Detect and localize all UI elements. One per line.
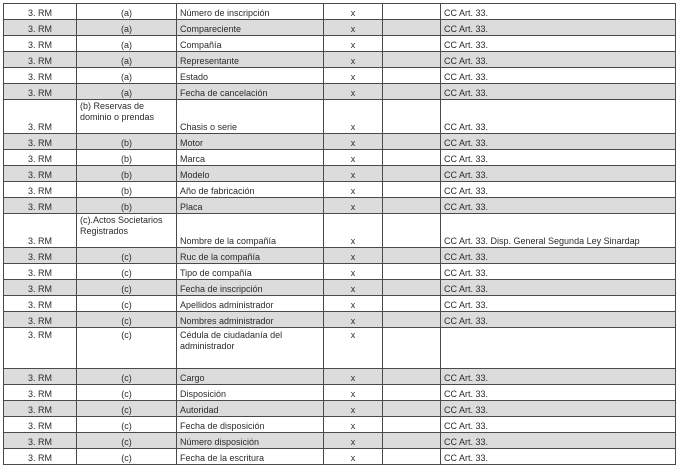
table-row bbox=[4, 214, 676, 248]
field-name-cell: Cargo bbox=[177, 369, 324, 385]
empty-cell bbox=[383, 280, 441, 296]
section-code-cell: 3. RM bbox=[4, 401, 77, 417]
section-code-cell: 3. RM bbox=[4, 150, 77, 166]
field-name-cell: Chasis o serie bbox=[177, 100, 324, 134]
mark-cell: x bbox=[324, 36, 383, 52]
table-row bbox=[4, 166, 676, 182]
empty-cell bbox=[383, 328, 441, 369]
legal-basis-cell: CC Art. 33. bbox=[441, 4, 676, 20]
empty-cell bbox=[383, 417, 441, 433]
mark-cell: x bbox=[324, 182, 383, 198]
category-cell: (a) bbox=[77, 68, 177, 84]
empty-cell bbox=[383, 449, 441, 465]
section-code-cell: 3. RM bbox=[4, 52, 77, 68]
legal-basis-cell: CC Art. 33. bbox=[441, 264, 676, 280]
document-page bbox=[3, 3, 676, 465]
legal-basis-cell: CC Art. 33. bbox=[441, 296, 676, 312]
category-cell: (b) bbox=[77, 182, 177, 198]
empty-cell bbox=[383, 248, 441, 264]
field-name-cell: Número de inscripción bbox=[177, 4, 324, 20]
section-code-cell: 3. RM bbox=[4, 36, 77, 52]
table-row bbox=[4, 417, 676, 433]
field-name-cell: Fecha de disposición bbox=[177, 417, 324, 433]
empty-cell bbox=[383, 369, 441, 385]
section-code-cell: 3. RM bbox=[4, 134, 77, 150]
mark-cell: x bbox=[324, 134, 383, 150]
field-name-cell: Disposición bbox=[177, 385, 324, 401]
category-cell: (c) bbox=[77, 312, 177, 328]
mark-cell: x bbox=[324, 280, 383, 296]
category-cell: (c) bbox=[77, 449, 177, 465]
field-name-cell: Placa bbox=[177, 198, 324, 214]
mark-cell: x bbox=[324, 401, 383, 417]
legal-basis-cell: CC Art. 33. bbox=[441, 68, 676, 84]
section-code-cell: 3. RM bbox=[4, 369, 77, 385]
section-code-cell: 3. RM bbox=[4, 182, 77, 198]
mark-cell: x bbox=[324, 417, 383, 433]
table-row bbox=[4, 134, 676, 150]
section-code-cell: 3. RM bbox=[4, 328, 77, 369]
field-name-cell: Número disposición bbox=[177, 433, 324, 449]
legal-basis-cell: CC Art. 33. bbox=[441, 166, 676, 182]
field-name-cell: Tipo de compañía bbox=[177, 264, 324, 280]
mark-cell: x bbox=[324, 4, 383, 20]
mark-cell: x bbox=[324, 328, 383, 369]
mark-cell: x bbox=[324, 150, 383, 166]
mark-cell: x bbox=[324, 198, 383, 214]
table-row bbox=[4, 100, 676, 134]
section-code-cell: 3. RM bbox=[4, 312, 77, 328]
table-row bbox=[4, 84, 676, 100]
legal-basis-cell: CC Art. 33. bbox=[441, 134, 676, 150]
legal-basis-cell bbox=[441, 328, 676, 369]
empty-cell bbox=[383, 385, 441, 401]
empty-cell bbox=[383, 150, 441, 166]
field-name-cell: Año de fabricación bbox=[177, 182, 324, 198]
category-cell: (c) bbox=[77, 417, 177, 433]
legal-basis-cell: CC Art. 33. bbox=[441, 52, 676, 68]
field-name-cell: Compañía bbox=[177, 36, 324, 52]
section-code-cell: 3. RM bbox=[4, 4, 77, 20]
legal-basis-cell: CC Art. 33. bbox=[441, 385, 676, 401]
mark-cell: x bbox=[324, 214, 383, 248]
empty-cell bbox=[383, 214, 441, 248]
table-row bbox=[4, 20, 676, 36]
mark-cell: x bbox=[324, 264, 383, 280]
table-row bbox=[4, 280, 676, 296]
mark-cell: x bbox=[324, 449, 383, 465]
section-code-cell: 3. RM bbox=[4, 84, 77, 100]
empty-cell bbox=[383, 264, 441, 280]
category-cell: (c) bbox=[77, 385, 177, 401]
legal-basis-cell: CC Art. 33. bbox=[441, 449, 676, 465]
category-cell: (b) Reservas de dominio o prendas bbox=[77, 100, 177, 134]
table-row bbox=[4, 328, 676, 369]
legal-basis-cell: CC Art. 33. bbox=[441, 100, 676, 134]
field-name-cell: Fecha de cancelación bbox=[177, 84, 324, 100]
table-row bbox=[4, 182, 676, 198]
category-cell: (b) bbox=[77, 166, 177, 182]
mark-cell: x bbox=[324, 296, 383, 312]
table-row bbox=[4, 369, 676, 385]
empty-cell bbox=[383, 100, 441, 134]
empty-cell bbox=[383, 52, 441, 68]
section-code-cell: 3. RM bbox=[4, 198, 77, 214]
mark-cell: x bbox=[324, 248, 383, 264]
field-name-cell: Fecha de inscripción bbox=[177, 280, 324, 296]
section-code-cell: 3. RM bbox=[4, 417, 77, 433]
field-name-cell: Compareciente bbox=[177, 20, 324, 36]
category-cell: (c) bbox=[77, 264, 177, 280]
table-row bbox=[4, 449, 676, 465]
empty-cell bbox=[383, 182, 441, 198]
legal-basis-cell: CC Art. 33. Disp. General Segunda Ley Sinardap bbox=[441, 214, 676, 248]
category-cell: (a) bbox=[77, 52, 177, 68]
category-cell: (b) bbox=[77, 134, 177, 150]
table-row bbox=[4, 68, 676, 84]
legal-basis-cell: CC Art. 33. bbox=[441, 401, 676, 417]
empty-cell bbox=[383, 20, 441, 36]
category-cell: (c) bbox=[77, 433, 177, 449]
section-code-cell: 3. RM bbox=[4, 100, 77, 134]
table-row bbox=[4, 36, 676, 52]
section-code-cell: 3. RM bbox=[4, 449, 77, 465]
field-name-cell: Motor bbox=[177, 134, 324, 150]
category-cell: (b) bbox=[77, 198, 177, 214]
field-name-cell: Estado bbox=[177, 68, 324, 84]
section-code-cell: 3. RM bbox=[4, 248, 77, 264]
legal-basis-cell: CC Art. 33. bbox=[441, 369, 676, 385]
table-row bbox=[4, 312, 676, 328]
category-cell: (c) bbox=[77, 280, 177, 296]
category-cell: (a) bbox=[77, 84, 177, 100]
table-row bbox=[4, 52, 676, 68]
category-cell: (c) bbox=[77, 248, 177, 264]
section-code-cell: 3. RM bbox=[4, 264, 77, 280]
field-name-cell: Representante bbox=[177, 52, 324, 68]
field-name-cell: Nombre de la compañía bbox=[177, 214, 324, 248]
legal-basis-cell: CC Art. 33. bbox=[441, 280, 676, 296]
empty-cell bbox=[383, 312, 441, 328]
category-cell: (b) bbox=[77, 150, 177, 166]
field-name-cell: Marca bbox=[177, 150, 324, 166]
table-row bbox=[4, 401, 676, 417]
legal-basis-cell: CC Art. 33. bbox=[441, 84, 676, 100]
mark-cell: x bbox=[324, 369, 383, 385]
section-code-cell: 3. RM bbox=[4, 385, 77, 401]
legal-basis-cell: CC Art. 33. bbox=[441, 182, 676, 198]
section-code-cell: 3. RM bbox=[4, 280, 77, 296]
empty-cell bbox=[383, 134, 441, 150]
section-code-cell: 3. RM bbox=[4, 433, 77, 449]
table-row bbox=[4, 150, 676, 166]
legal-basis-cell: CC Art. 33. bbox=[441, 36, 676, 52]
table-row bbox=[4, 248, 676, 264]
empty-cell bbox=[383, 296, 441, 312]
mark-cell: x bbox=[324, 52, 383, 68]
legal-basis-cell: CC Art. 33. bbox=[441, 417, 676, 433]
data-table bbox=[3, 3, 676, 465]
empty-cell bbox=[383, 401, 441, 417]
section-code-cell: 3. RM bbox=[4, 166, 77, 182]
section-code-cell: 3. RM bbox=[4, 20, 77, 36]
section-code-cell: 3. RM bbox=[4, 296, 77, 312]
field-name-cell: Fecha de la escritura bbox=[177, 449, 324, 465]
field-name-cell: Apellidos administrador bbox=[177, 296, 324, 312]
table-row bbox=[4, 4, 676, 20]
category-cell: (c) bbox=[77, 369, 177, 385]
table-row bbox=[4, 264, 676, 280]
legal-basis-cell: CC Art. 33. bbox=[441, 312, 676, 328]
empty-cell bbox=[383, 68, 441, 84]
mark-cell: x bbox=[324, 100, 383, 134]
table-row bbox=[4, 385, 676, 401]
empty-cell bbox=[383, 4, 441, 20]
table-row bbox=[4, 433, 676, 449]
table-row bbox=[4, 198, 676, 214]
table-body bbox=[4, 4, 676, 465]
legal-basis-cell: CC Art. 33. bbox=[441, 198, 676, 214]
mark-cell: x bbox=[324, 68, 383, 84]
mark-cell: x bbox=[324, 84, 383, 100]
category-cell: (a) bbox=[77, 36, 177, 52]
empty-cell bbox=[383, 84, 441, 100]
mark-cell: x bbox=[324, 166, 383, 182]
legal-basis-cell: CC Art. 33. bbox=[441, 20, 676, 36]
category-cell: (c) bbox=[77, 328, 177, 369]
empty-cell bbox=[383, 36, 441, 52]
empty-cell bbox=[383, 198, 441, 214]
field-name-cell: Cédula de ciudadanía del administrador bbox=[177, 328, 324, 369]
section-code-cell: 3. RM bbox=[4, 214, 77, 248]
empty-cell bbox=[383, 166, 441, 182]
category-cell: (c) bbox=[77, 296, 177, 312]
field-name-cell: Ruc de la compañía bbox=[177, 248, 324, 264]
mark-cell: x bbox=[324, 20, 383, 36]
category-cell: (c) bbox=[77, 401, 177, 417]
field-name-cell: Autoridad bbox=[177, 401, 324, 417]
legal-basis-cell: CC Art. 33. bbox=[441, 150, 676, 166]
legal-basis-cell: CC Art. 33. bbox=[441, 248, 676, 264]
empty-cell bbox=[383, 433, 441, 449]
category-cell: (a) bbox=[77, 4, 177, 20]
mark-cell: x bbox=[324, 312, 383, 328]
mark-cell: x bbox=[324, 433, 383, 449]
category-cell: (a) bbox=[77, 20, 177, 36]
legal-basis-cell: CC Art. 33. bbox=[441, 433, 676, 449]
category-cell: (c).Actos Societarios Registrados bbox=[77, 214, 177, 248]
section-code-cell: 3. RM bbox=[4, 68, 77, 84]
mark-cell: x bbox=[324, 385, 383, 401]
field-name-cell: Modelo bbox=[177, 166, 324, 182]
table-row bbox=[4, 296, 676, 312]
field-name-cell: Nombres administrador bbox=[177, 312, 324, 328]
